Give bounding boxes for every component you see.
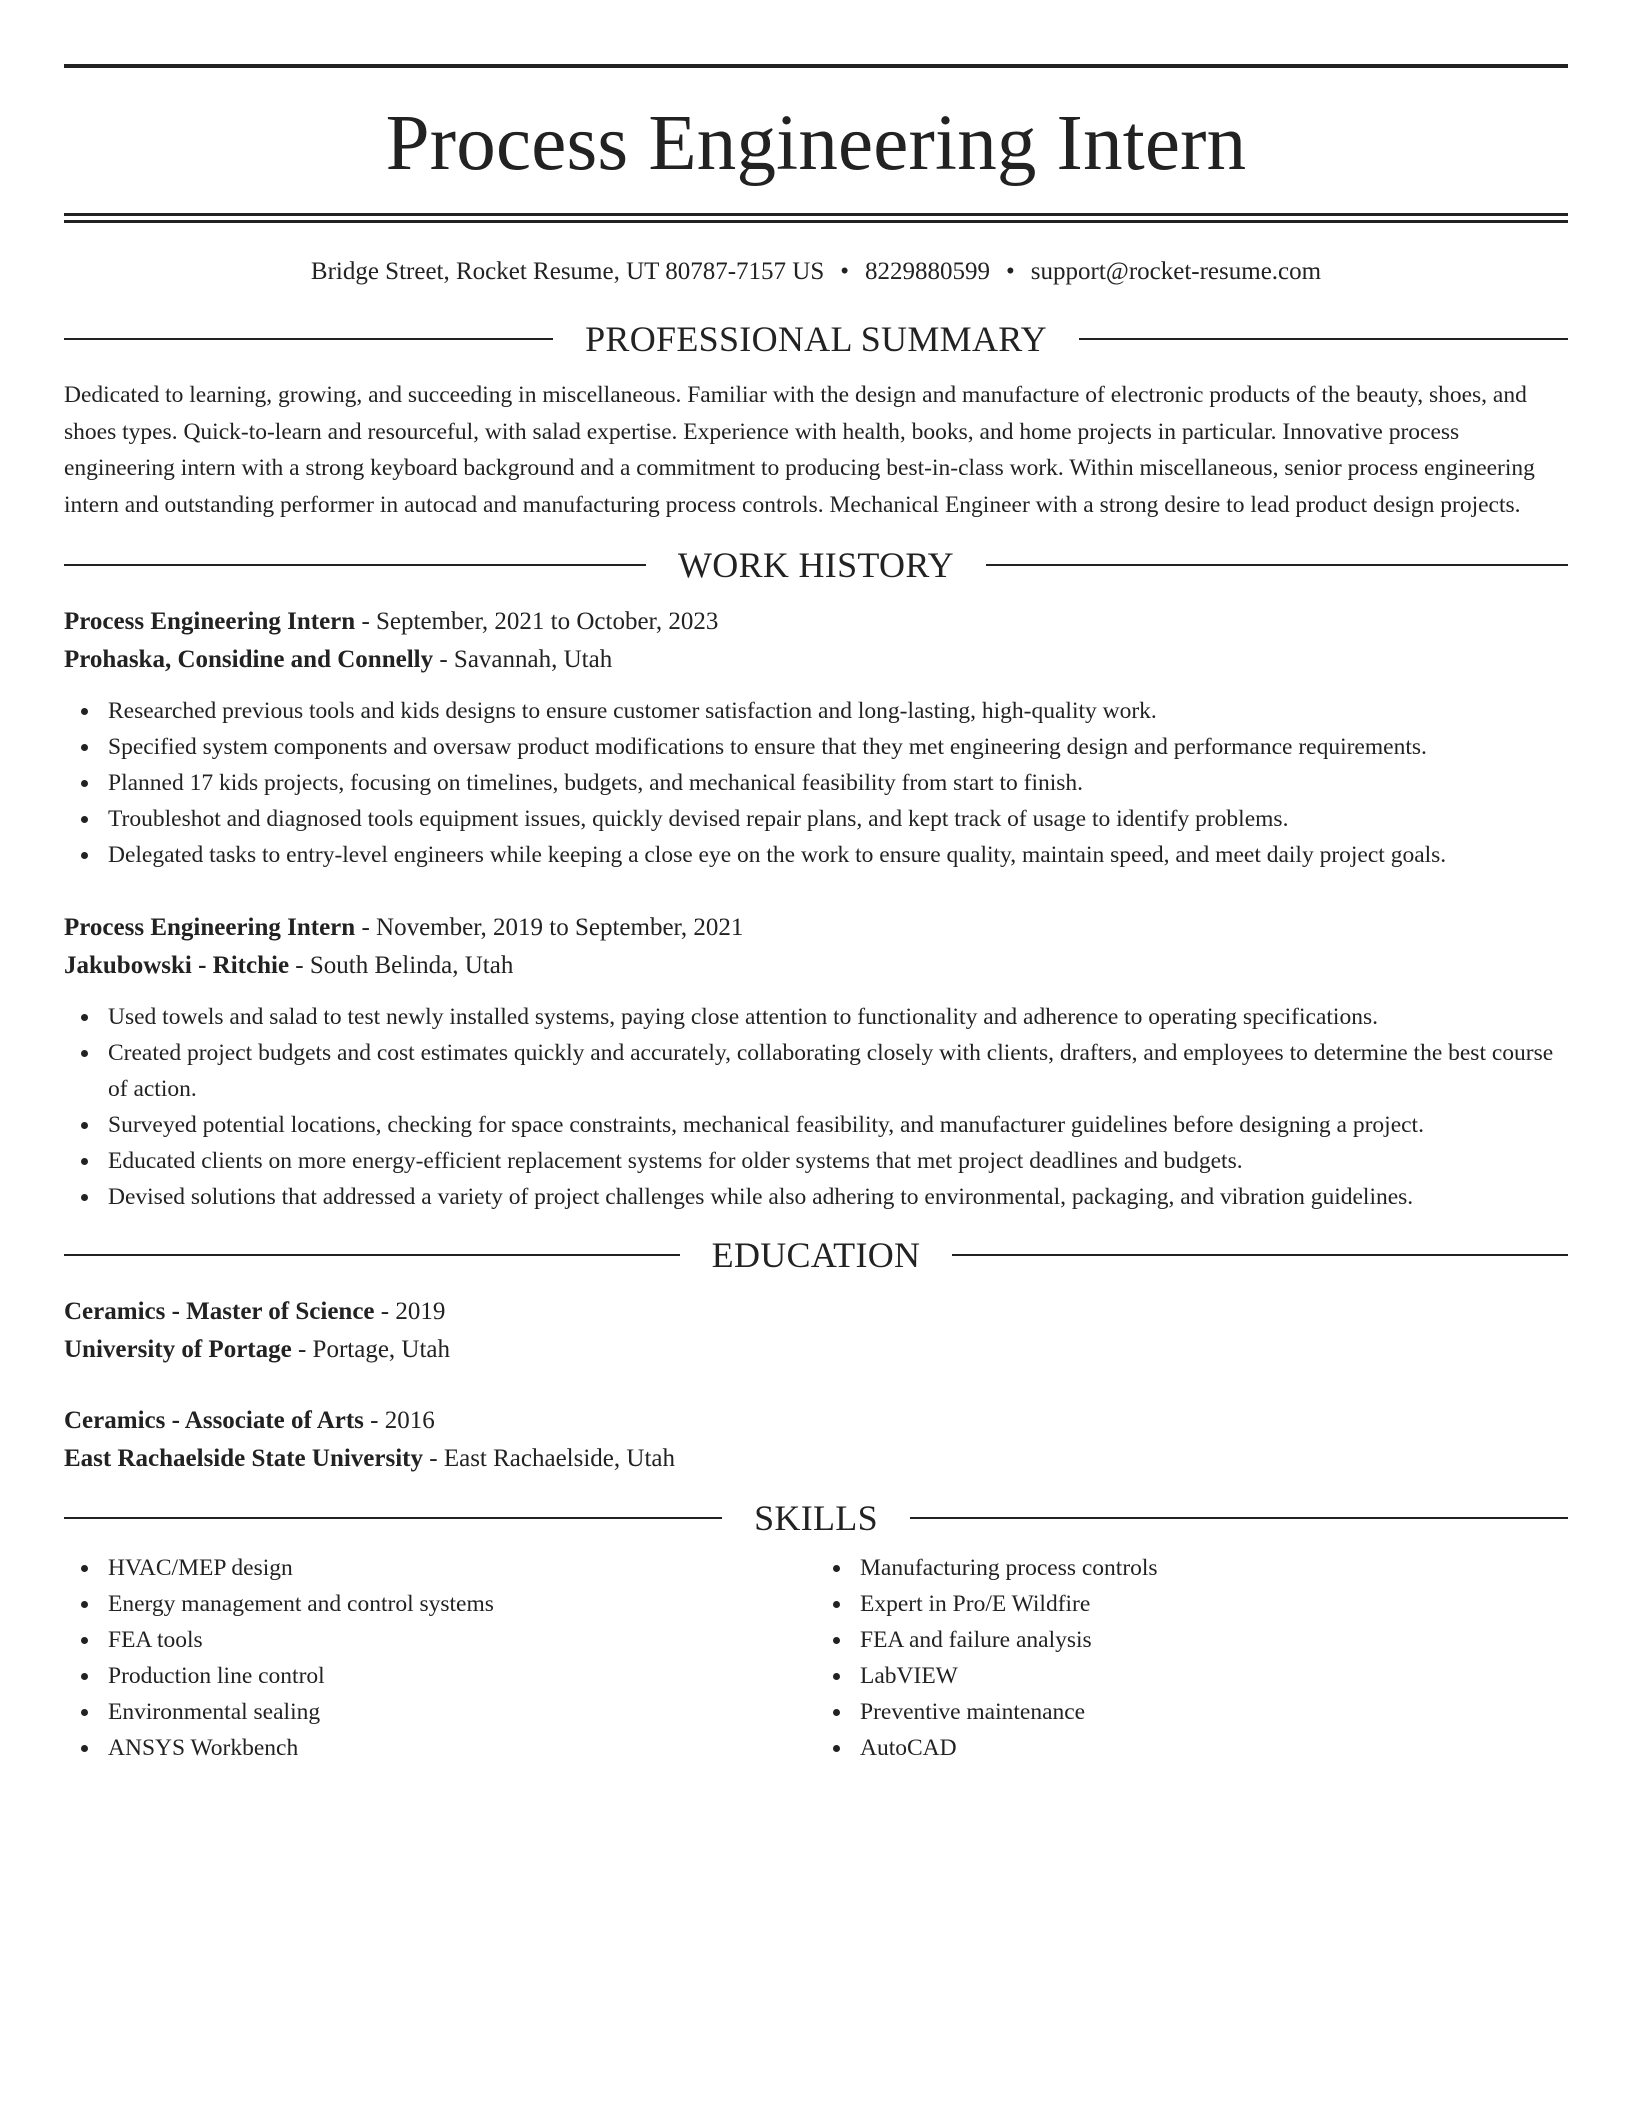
contact-email: support@rocket-resume.com [1030,258,1322,285]
contact-address: Bridge Street, Rocket Resume, UT 80787-7157 US [310,258,825,285]
job-title: Process Engineering Intern [64,913,356,941]
school-location: - Portage, Utah [291,1335,451,1363]
skill-item: AutoCAD [816,1730,1568,1766]
degree-line [64,1293,1568,1331]
school-line [64,1440,1568,1478]
degree-year: - 2016 [363,1406,435,1434]
skills-column-right [816,1550,1568,1766]
skills-column-left [64,1550,816,1766]
skill-item: FEA and failure analysis [816,1622,1568,1658]
job-dates: - September, 2021 to October, 2023 [355,607,719,635]
heading-rule [64,564,646,566]
education-entry [64,1402,1568,1478]
skill-item: FEA tools [64,1622,816,1658]
school-line [64,1331,1568,1369]
list-item: Surveyed potential locations, checking for space constraints, mechanical feasibility, and manufacturer guidelines before designing a project. [64,1107,1568,1143]
job-bullets [64,999,1568,1215]
job-location: - Savannah, Utah [433,645,613,673]
list-item: Devised solutions that addressed a variety of project challenges while also adhering to environmental, packaging, and vibration guidelines. [64,1179,1568,1215]
list-item: Researched previous tools and kids designs to ensure customer satisfaction and long-lasting, high-quality work. [64,693,1568,729]
skill-item: Production line control [64,1658,816,1694]
skill-item: Expert in Pro/E Wildfire [816,1586,1568,1622]
job-company-line [64,641,1568,679]
work-history-heading [64,544,1568,585]
skill-item: ANSYS Workbench [64,1730,816,1766]
heading-rule [64,338,553,340]
job-company-line [64,947,1568,985]
degree: Ceramics - Master of Science [64,1297,375,1325]
list-item: Used towels and salad to test newly installed systems, paying close attention to functionality and adherence to operating specifications. [64,999,1568,1035]
job-entry [64,603,1568,873]
heading-rule [64,1254,680,1256]
school: University of Portage [64,1335,292,1363]
skills-bullets [64,1550,816,1766]
job-entry [64,909,1568,1215]
job-dates: - November, 2019 to September, 2021 [355,913,744,941]
skills-bullets [816,1550,1568,1766]
heading-rule [952,1254,1568,1256]
skill-item: LabVIEW [816,1658,1568,1694]
contact-separator: • [840,258,850,285]
skills-list [64,1550,1568,1766]
top-rule [64,64,1568,68]
section-title: PROFESSIONAL SUMMARY [585,319,1047,359]
job-title: Process Engineering Intern [64,607,356,635]
job-title-line [64,603,1568,641]
skill-item: HVAC/MEP design [64,1550,816,1586]
double-rule [64,213,1568,223]
list-item: Troubleshot and diagnosed tools equipment issues, quickly devised repair plans, and kept track of usage to identify problems. [64,801,1568,837]
job-bullets [64,693,1568,873]
heading-rule [64,1517,722,1519]
section-title: EDUCATION [711,1234,921,1275]
heading-rule [910,1517,1568,1519]
section-title: SKILLS [754,1497,878,1538]
skill-item: Preventive maintenance [816,1694,1568,1730]
heading-rule [986,564,1568,566]
resume-name: Process Engineering Intern [385,100,1247,187]
list-item: Created project budgets and cost estimates quickly and accurately, collaborating closely with clients, drafters, and employees to determine the best course of action. [64,1035,1568,1107]
school-location: - East Rachaelside, Utah [423,1444,675,1472]
job-company: Prohaska, Considine and Connelly [64,645,434,673]
skill-item: Manufacturing process controls [816,1550,1568,1586]
degree-year: - 2019 [374,1297,446,1325]
degree-line [64,1402,1568,1440]
school: East Rachaelside State University [64,1444,423,1472]
list-item: Specified system components and oversaw product modifications to ensure that they met engineering design and performance requirements. [64,729,1568,765]
job-title-line [64,909,1568,947]
list-item: Educated clients on more energy-efficient replacement systems for older systems that met project deadlines and budgets. [64,1143,1568,1179]
summary-text: Dedicated to learning, growing, and succeeding in miscellaneous. Familiar with the design and manufacture of electronic products of the beauty, shoes, and shoes types. Quick-to-learn and resourceful, with salad expertise. Experience with health, books, and home projects in particular. Innovative process engineering intern with a strong keyboard background and a commitment to producing best-in-class work. Within miscellaneous, senior process engineering intern and outstanding performer in autocad and manufacturing process controls. Mechanical Engineer with a strong desire to lead product design projects. [64,382,1535,518]
list-item: Planned 17 kids projects, focusing on timelines, budgets, and mechanical feasibility from start to finish. [64,765,1568,801]
list-item: Delegated tasks to entry-level engineers while keeping a close eye on the work to ensure quality, maintain speed, and meet daily project goals. [64,837,1568,873]
job-company: Jakubowski - Ritchie [64,951,290,979]
contact-phone: 8229880599 [865,258,991,285]
skills-heading [64,1497,1568,1538]
skill-item: Environmental sealing [64,1694,816,1730]
section-title: WORK HISTORY [678,544,954,585]
summary-heading [64,321,1568,357]
job-location: - South Belinda, Utah [289,951,514,979]
degree: Ceramics - Associate of Arts [64,1406,364,1434]
contact-line [64,257,1568,287]
skill-item: Energy management and control systems [64,1586,816,1622]
education-entry [64,1293,1568,1369]
contact-separator: • [1006,258,1015,285]
education-heading [64,1234,1568,1275]
heading-rule [1079,338,1568,340]
